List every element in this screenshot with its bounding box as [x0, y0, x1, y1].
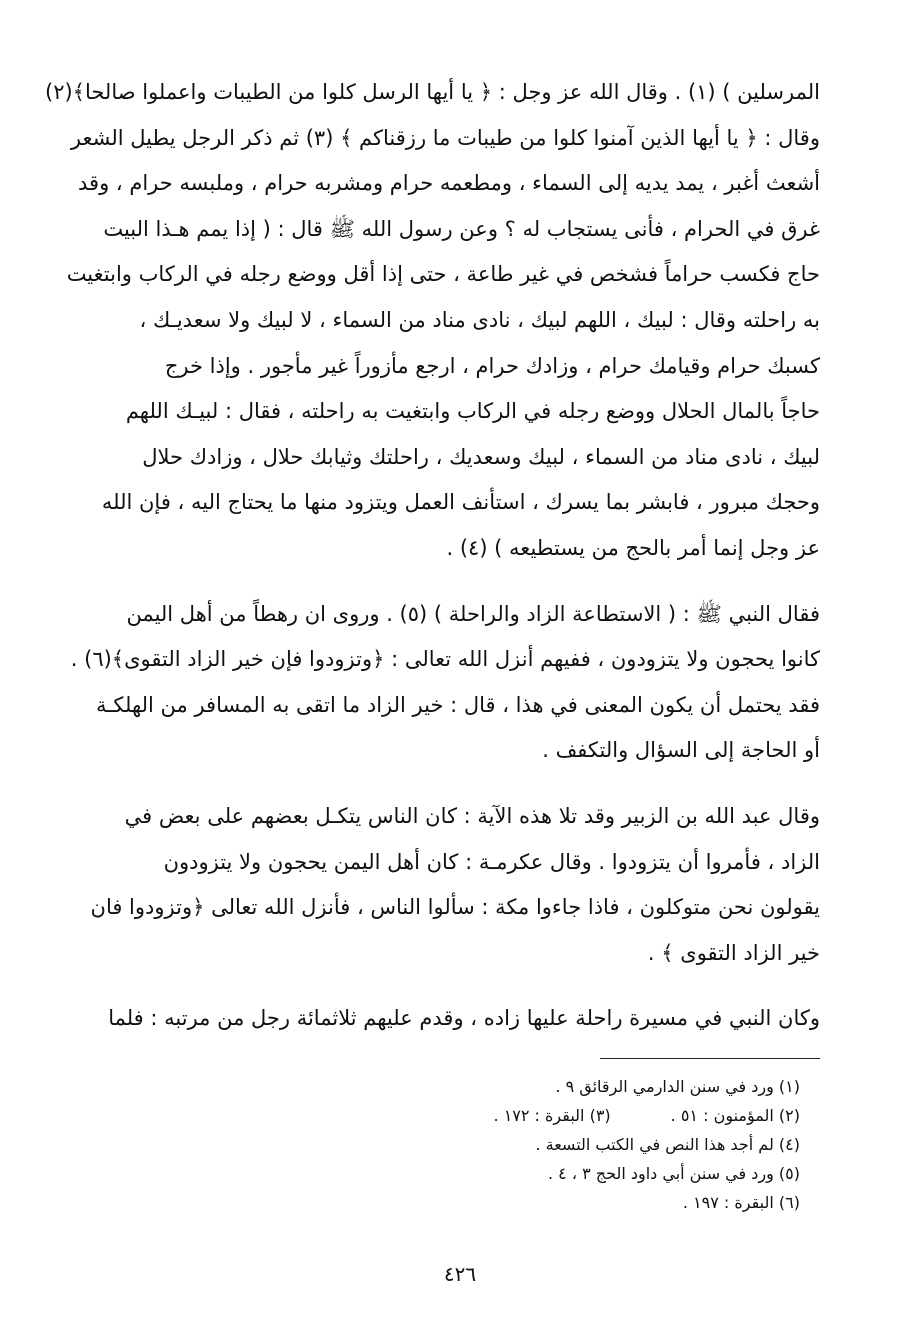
- text-line: كانوا يحجون ولا يتزودون ، ففيهم أنزل الله تعالى : ﴿وتزودوا فإن خير الزاد التقوى﴾(٦) .: [70, 647, 820, 672]
- text-line: فقال النبي ﷺ : ( الاستطاعة الزاد والراحلة ) (٥) . وروى ان رهطاً من أهل اليمن: [126, 601, 820, 626]
- text-line: فقد يحتمل أن يكون المعنى في هذا ، قال : خير الزاد ما اتقى به المسافر من الهلكـة: [96, 692, 820, 717]
- footnote-item: (٦) البقرة : ١٩٧ .: [682, 1193, 800, 1212]
- footnote-item: (٤) لم أجد هذا النص في الكتب التسعة .: [535, 1135, 800, 1154]
- text-line: وقال : ﴿ يا أيها الذين آمنوا كلوا من طيبات ما رزقناكم ﴾ (٣) ثم ذكر الرجل يطيل الشعر: [70, 125, 820, 150]
- text-line: أشعث أغبر ، يمد يديه إلى السماء ، ومطعمه حرام ومشربه حرام ، وملبسه حرام ، وقد: [78, 171, 820, 196]
- paragraph-3: [62, 794, 820, 976]
- text-line: وقال عبد الله بن الزبير وقد تلا هذه الآية : كان الناس يتكـل بعضهم على بعض في: [124, 803, 820, 828]
- footnote-item: (١) ورد في سنن الدارمي الرقائق ٩ .: [555, 1077, 800, 1096]
- text-line: المرسلين ) (١) . وقال الله عز وجل : ﴿ يا أيها الرسل كلوا من الطيبات واعملوا صالحا﴾(٢): [45, 80, 820, 104]
- footnote-3: (٣) البقرة : ١٧٢ .: [493, 1106, 611, 1125]
- text-line: غرق في الحرام ، فأنى يستجاب له ؟ وعن رسول الله ﷺ قال : ( إذا يمم هـذا البيت: [103, 216, 820, 241]
- footnote-divider: [600, 1058, 820, 1059]
- paragraph-4: [62, 996, 820, 1042]
- text-line: به راحلته وقال : لبيك ، اللهم لبيك ، نادى مناد من السماء ، لا لبيك ولا سعديـك ،: [139, 307, 820, 332]
- text-line: وحجك مبرور ، فابشر بما يسرك ، استأنف العمل ويتزود منها ما يحتاج اليه ، فإن الله: [101, 490, 820, 515]
- text-line: كسبك حرام وقيامك حرام ، وزادك حرام ، ارجع مأزوراً غير مأجور . وإذا خرج: [164, 353, 820, 378]
- text-line: حاجاً بالمال الحلال ووضع رجله في الركاب وابتغيت به راحلته ، فقال : لبيـك اللهم: [125, 399, 820, 424]
- text-line: حاج فكسب حراماً فشخص في غير طاعة ، حتى إذا أقل ووضع رجله في الركاب وابتغيت: [66, 262, 820, 287]
- text-line: عز وجل إنما أمر بالحج من يستطيعه ) (٤) .: [446, 535, 820, 560]
- text-line: الزاد ، فأمروا أن يتزودوا . وقال عكرمـة : كان أهل اليمن يحجون ولا يتزودون: [163, 849, 820, 874]
- footnotes: [300, 1072, 800, 1217]
- text-line: خير الزاد التقوى ﴾ .: [647, 940, 820, 965]
- footnote-2: (٢) المؤمنون : ٥١ .: [670, 1106, 800, 1125]
- text-line: وكان النبي في مسيرة راحلة عليها زاده ، وقدم عليهم ثلاثمائة رجل من مرتبه : فلما: [108, 1006, 820, 1031]
- text-line: أو الحاجة إلى السؤال والتكفف .: [542, 738, 820, 763]
- text-line: لبيك ، نادى مناد من السماء ، لبيك وسعديك ، راحلتك وثيابك حلال ، وزادك حلال: [142, 444, 820, 469]
- text-line: يقولون نحن متوكلون ، فاذا جاءوا مكة : سألوا الناس ، فأنزل الله تعالى ﴿وتزودوا فان: [90, 895, 820, 920]
- page-number: ٤٢٦: [443, 1262, 477, 1286]
- footnote-item: (٥) ورد في سنن أبي داود الحج ٣ ، ٤ .: [548, 1164, 800, 1183]
- footnote-item: [300, 1101, 800, 1130]
- paragraph-1: [45, 70, 820, 572]
- paragraph-2: [62, 592, 820, 774]
